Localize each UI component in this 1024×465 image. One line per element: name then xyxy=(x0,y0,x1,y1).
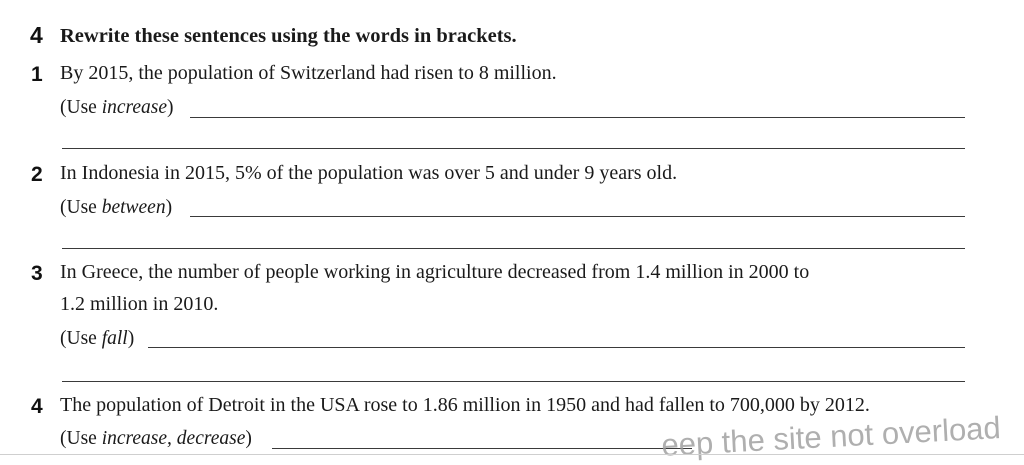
answer-line[interactable] xyxy=(62,381,965,382)
watermark-text: eep the site not overload xyxy=(661,410,1002,463)
use-hint: (Use increase, decrease) xyxy=(60,428,252,449)
answer-line[interactable] xyxy=(190,117,965,118)
use-word: fall xyxy=(101,328,128,349)
item-sentence-continued: 1.2 million in 2010. xyxy=(60,293,219,315)
item-sentence: In Greece, the number of people working in agriculture decreased from 1.4 million in 2000 to xyxy=(60,261,810,283)
item-number: 3 xyxy=(31,262,43,285)
item-number: 2 xyxy=(31,163,43,186)
use-word: increase xyxy=(101,97,168,118)
use-word: between xyxy=(101,197,166,218)
answer-line[interactable] xyxy=(62,248,965,249)
use-word: increase, decrease xyxy=(101,428,246,449)
item-sentence: The population of Detroit in the USA rose to 1.86 million in 1950 and had fallen to 700,000 by 2012. xyxy=(60,394,870,416)
answer-line[interactable] xyxy=(148,347,965,348)
use-hint: (Use fall) xyxy=(60,328,135,349)
exercise-instruction: Rewrite these sentences using the words in brackets. xyxy=(60,25,517,47)
item-sentence: By 2015, the population of Switzerland had risen to 8 million. xyxy=(60,62,557,84)
item-sentence: In Indonesia in 2015, 5% of the population was over 5 and under 9 years old. xyxy=(60,162,678,184)
use-hint: (Use between) xyxy=(60,197,173,218)
use-hint: (Use increase) xyxy=(60,97,174,118)
answer-line[interactable] xyxy=(190,216,965,217)
answer-line[interactable] xyxy=(272,448,692,449)
item-number: 4 xyxy=(31,395,43,418)
exercise-number: 4 xyxy=(30,22,43,48)
answer-line[interactable] xyxy=(62,148,965,149)
item-number: 1 xyxy=(31,63,43,86)
page-bottom-divider xyxy=(0,454,1024,455)
